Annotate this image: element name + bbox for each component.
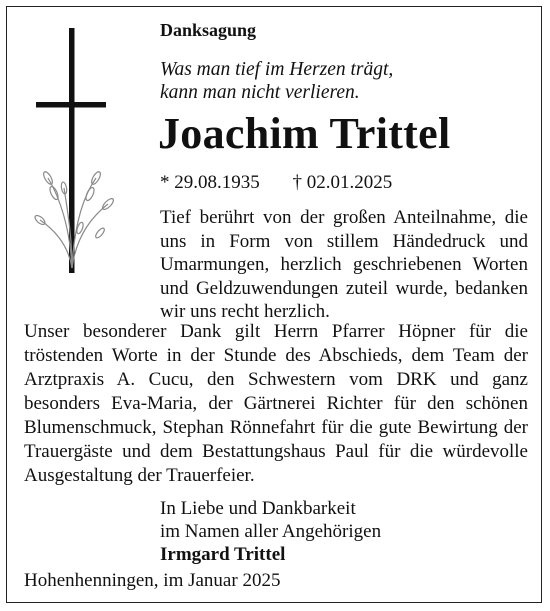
closing-line-2: im Namen aller Angehörigen (160, 521, 382, 542)
quote (160, 58, 393, 104)
death-date: † 02.01.2025 (292, 172, 393, 193)
birth-date: * 29.08.1935 (160, 172, 260, 193)
deceased-name: Joachim Trittel (158, 109, 451, 158)
closing-line-1: In Liebe und Dankbarkeit (160, 498, 356, 519)
signer-name: Irmgard Trittel (160, 544, 286, 565)
cross-illustration (30, 28, 120, 278)
thanks-paragraph-1: Tief berührt von der großen Anteilnahme, die uns in Form von stillem Händedruck und Umarmungen, herzlich geschriebenen Worten und Geldzuwendungen zuteil wurde, bedanken wir uns recht herzlich. (160, 207, 528, 322)
place-date: Hohenhenningen, im Januar 2025 (24, 570, 281, 591)
closing (160, 497, 381, 566)
notice-heading: Danksagung (160, 20, 257, 40)
cross-icon (30, 28, 120, 278)
quote-line-1: Was man tief im Herzen trägt, (160, 59, 394, 80)
quote-line-2: kann man nicht verlieren. (160, 82, 360, 103)
thanks-paragraph-2: Unser besonderer Dank gilt Herrn Pfarrer Höpner für die tröstenden Worte in der Stunde des Abschieds, dem Team der Arztpraxis A. Cucu, den Schwestern vom DRK und ganz besonders Eva-Maria, der Gärtnerei Richter für den schönen Blumenschmuck, Stephan Rönnefahrt für die gute Bewirtung der Trauergäste und dem Bestattungshaus Paul für die würdevolle Ausgestaltung der Trauerfeier. (24, 321, 528, 486)
life-dates (160, 172, 392, 194)
